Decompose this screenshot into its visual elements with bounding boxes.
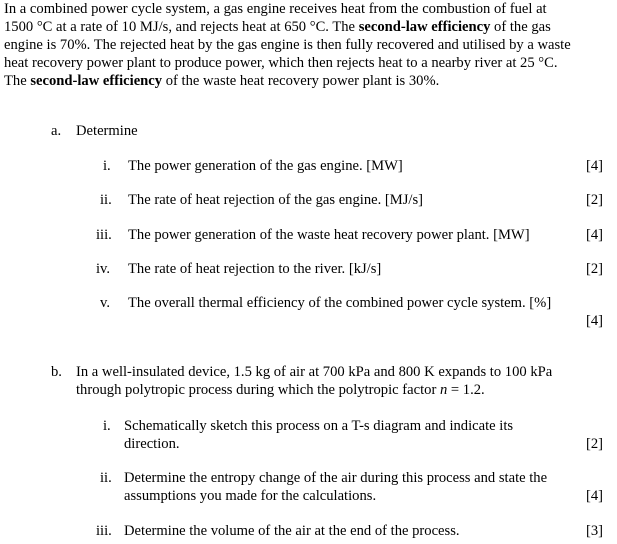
question-text: Schematically sketch this process on a T-s diagram and indicate its	[124, 418, 514, 434]
question-text: The power generation of the waste heat recovery power plant. [MW]	[128, 227, 530, 243]
part-b-label: b.	[51, 364, 62, 380]
statement-line-2: 1500 °C at a rate of 10 MJ/s, and rejects heat at 650 °C. The second-law efficiency of the gas	[4, 19, 551, 35]
question-number: iii.	[96, 523, 112, 539]
marks-badge: [2]	[585, 261, 603, 277]
question-number: iii.	[96, 227, 112, 243]
question-text: The overall thermal efficiency of the combined power cycle system. [%]	[128, 295, 552, 311]
marks-badge: [3]	[585, 523, 603, 539]
question-text: The rate of heat rejection to the river. [kJ/s]	[128, 261, 382, 277]
question-text: Determine the entropy change of the air during this process and state the	[124, 470, 548, 486]
question-number: ii.	[100, 470, 112, 486]
part-b-text-line-2: through polytropic process during which the polytropic factor n = 1.2.	[76, 382, 485, 398]
question-text: Determine the volume of the air at the end of the process.	[124, 523, 460, 539]
problem-statement	[4, 0, 615, 90]
question-text: The rate of heat rejection of the gas engine. [MJ/s]	[128, 192, 424, 208]
question-number: i.	[103, 158, 111, 174]
bold-term: second-law efficiency	[30, 73, 163, 89]
bold-term: second-law efficiency	[358, 19, 491, 35]
variable-n: n	[439, 382, 448, 398]
marks-badge: [4]	[585, 227, 603, 243]
marks-badge: [4]	[585, 158, 603, 174]
part-a-label: a.	[51, 123, 62, 139]
part-b-text-line-1: In a well-insulated device, 1.5 kg of air at 700 kPa and 800 K expands to 100 kPa	[76, 364, 553, 380]
statement-line-3: engine is 70%. The rejected heat by the gas engine is then fully recovered and utilised by a waste	[4, 37, 571, 53]
marks-badge: [2]	[585, 436, 603, 452]
part-a-heading: Determine	[76, 123, 138, 139]
statement-line-5: The second-law efficiency of the waste heat recovery power plant is 30%.	[4, 73, 440, 89]
statement-line-4: heat recovery power plant to produce power, which then rejects heat to a nearby river at 25 °C.	[4, 55, 558, 71]
marks-badge: [4]	[585, 488, 603, 504]
question-text: The power generation of the gas engine. [MW]	[128, 158, 403, 174]
statement-line-1: In a combined power cycle system, a gas engine receives heat from the combustion of fuel at	[4, 1, 547, 17]
question-number: i.	[103, 418, 111, 434]
question-text: assumptions you made for the calculations.	[124, 488, 377, 504]
question-number: v.	[100, 295, 110, 311]
marks-badge: [2]	[585, 192, 603, 208]
question-number: ii.	[100, 192, 112, 208]
question-text: direction.	[124, 436, 180, 452]
question-number: iv.	[96, 261, 111, 277]
marks-badge: [4]	[585, 313, 603, 329]
